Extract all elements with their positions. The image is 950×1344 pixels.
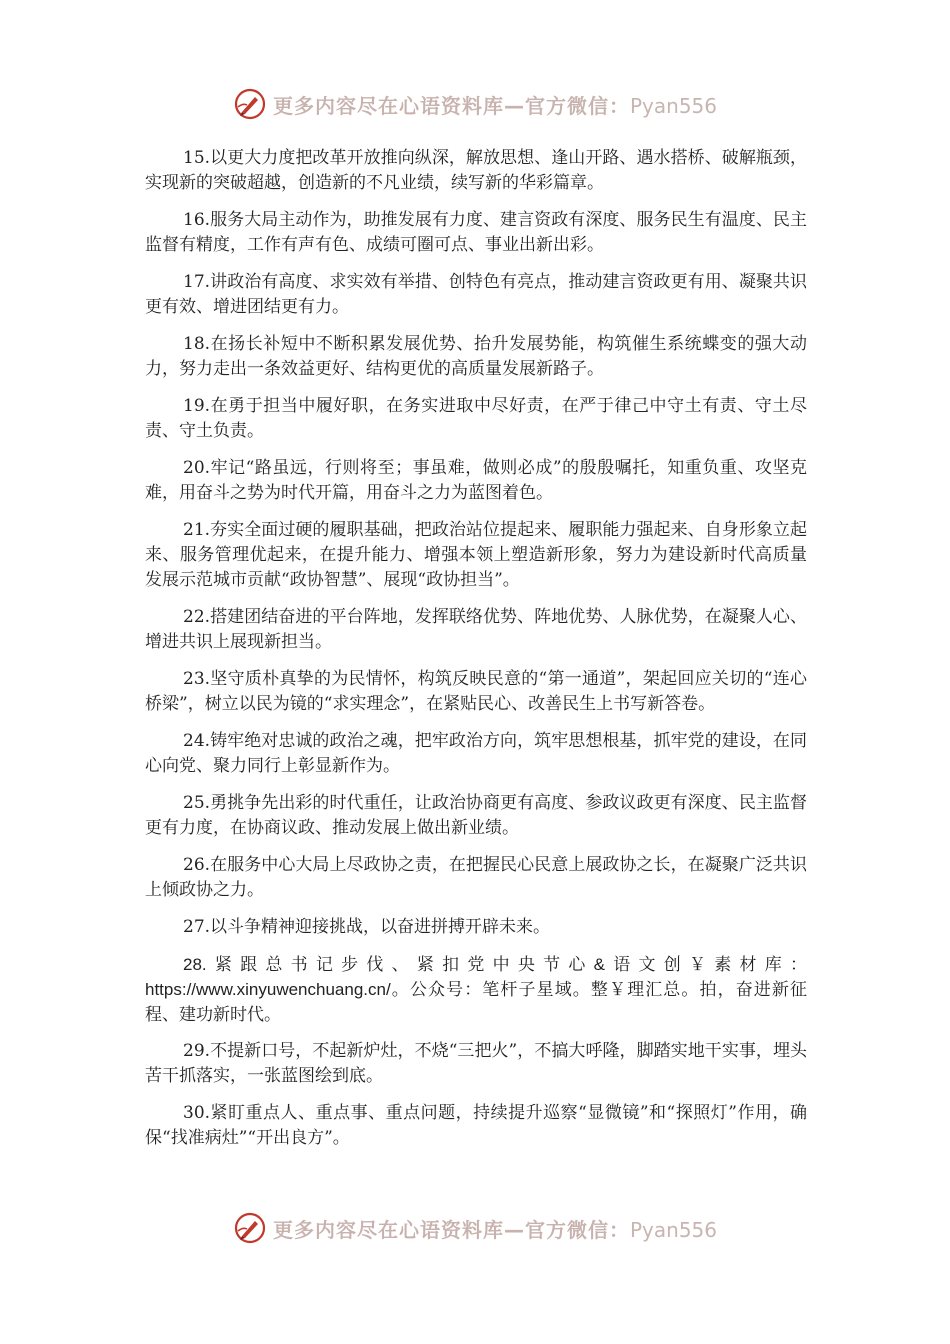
header-banner-inner bbox=[233, 87, 717, 121]
paragraph-21: 21.夯实全面过硬的履职基础，把政治站位提起来、履职能力强起来、自身形象立起来、服务管理优起来，在提升能力、增强本领上塑造新形象，努力为建设新时代高质量发展示范城市贡献“政协智慧”、展现“政协担当”。 bbox=[145, 520, 807, 590]
header-banner-text bbox=[273, 90, 717, 119]
document-body bbox=[145, 146, 807, 1163]
paragraph-25: 25.勇挑争先出彩的时代重任，让政治协商更有高度、参政议政更有深度、民主监督更有力度，在协商议政、推动发展上做出新业绩。 bbox=[145, 793, 807, 838]
paragraph-24: 24.铸牢绝对忠诚的政治之魂，把牢政治方向，筑牢思想根基，抓牢党的建设，在同心向党、聚力同行上彰显新作为。 bbox=[145, 731, 807, 776]
paragraph-27: 27.以斗争精神迎接挑战，以奋进拼搏开辟未来。 bbox=[183, 917, 551, 937]
paragraph-16: 16.服务大局主动作为，助推发展有力度、建言资政有深度、服务民生有温度、民主监督有精度，工作有声有色、成绩可圈可点、事业出新出彩。 bbox=[145, 210, 807, 255]
paragraph-20: 20.牢记“路虽远，行则将至；事虽难，做则必成”的殷殷嘱托，知重负重、攻坚克难，用奋斗之势为时代开篇，用奋斗之力为蓝图着色。 bbox=[145, 458, 807, 503]
paragraph-17: 17.讲政治有高度、求实效有举措、创特色有亮点，推动建言资政更有用、凝聚共识更有效、增进团结更有力。 bbox=[145, 272, 807, 317]
paragraph-18: 18.在扬长补短中不断积累发展优势、抬升发展势能，构筑催生系统蝶变的强大动力，努力走出一条效益更好、结构更优的高质量发展新路子。 bbox=[145, 334, 807, 379]
footer-banner-label: 更多内容尽在心语资料库—官方微信： bbox=[272, 1217, 630, 1242]
paragraph-23: 23.坚守质朴真挚的为民情怀，构筑反映民意的“第一通道”，架起回应关切的“连心桥梁”，树立以民为镜的“求实理念”，在紧贴民心、改善民生上书写新答卷。 bbox=[145, 669, 807, 714]
footer-banner-text bbox=[273, 1214, 717, 1243]
header-banner bbox=[0, 82, 950, 126]
footer-banner-handle: Pyan556 bbox=[629, 1217, 717, 1242]
footer-banner bbox=[0, 1206, 950, 1250]
pen-logo-icon bbox=[233, 1211, 267, 1245]
paragraph-30: 30.紧盯重点人、重点事、重点问题，持续提升巡察“显微镜”和“探照灯”作用，确保“找准病灶”“开出良方”。 bbox=[145, 1103, 807, 1148]
footer-banner-inner bbox=[233, 1211, 717, 1245]
paragraph-29: 29.不提新口号，不起新炉灶，不烧“三把火”，不搞大呼隆，脚踏实地干实事，埋头苦干抓落实，一张蓝图绘到底。 bbox=[145, 1041, 807, 1086]
paragraph-22: 22.搭建团结奋进的平台阵地，发挥联络优势、阵地优势、人脉优势，在凝聚人心、增进共识上展现新担当。 bbox=[145, 607, 807, 652]
header-banner-label: 更多内容尽在心语资料库—官方微信： bbox=[272, 93, 630, 118]
paragraph-15: 15.以更大力度把改革开放推向纵深，解放思想、逢山开路、遇水搭桥、破解瓶颈，实现新的突破超越，创造新的不凡业绩，续写新的华彩篇章。 bbox=[145, 148, 807, 193]
paragraph-26: 26.在服务中心大局上尽政协之责，在把握民心民意上展政协之长，在凝聚广泛共识上倾政协之力。 bbox=[145, 855, 807, 900]
paragraph-28: 28.紧跟总书记步伐、紧扣党中央节心&语文创￥素材库：https://www.xinyuwenchuang.cn/。公众号：笔杆子星域。整￥理汇总。拍，奋进新征程、建功新时代。 bbox=[145, 955, 807, 1024]
paragraph-19: 19.在勇于担当中履好职，在务实进取中尽好责，在严于律己中守土有责、守土尽责、守土负责。 bbox=[145, 396, 807, 441]
header-banner-handle: Pyan556 bbox=[629, 93, 717, 118]
pen-logo-icon bbox=[233, 87, 267, 121]
